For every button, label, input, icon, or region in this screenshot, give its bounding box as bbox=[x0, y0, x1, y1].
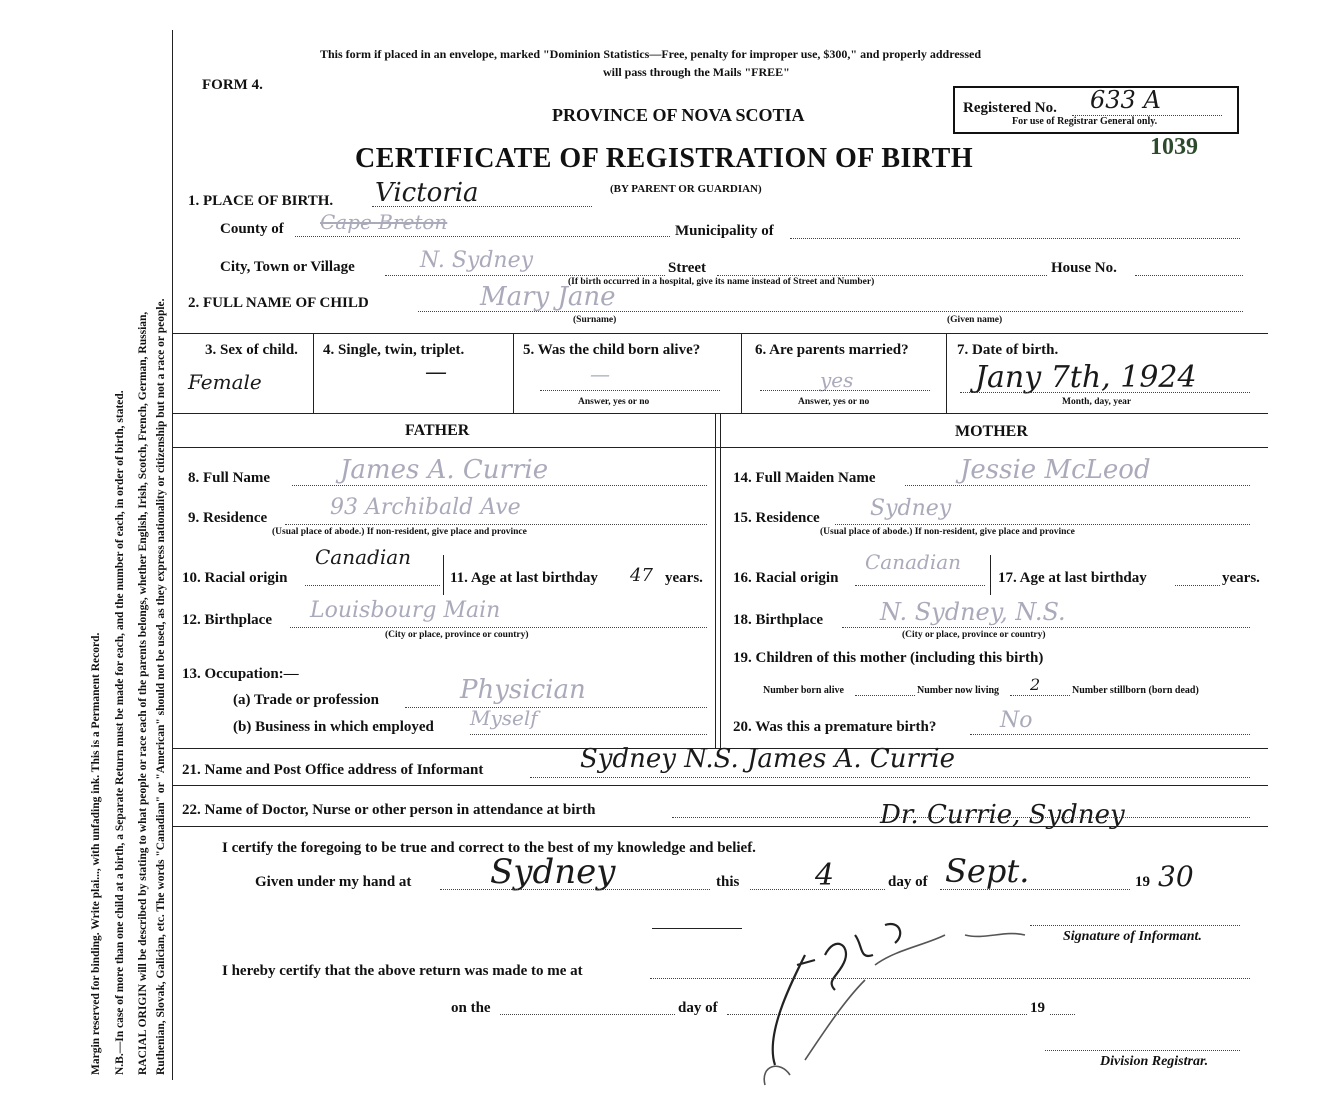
now-living-line bbox=[1010, 695, 1070, 696]
place-of-birth-value: Victoria bbox=[375, 178, 479, 208]
doctor-value: Dr. Currie, Sydney bbox=[880, 800, 1125, 830]
child-name-value: Mary Jane bbox=[480, 282, 616, 312]
plurality-label: 4. Single, twin, triplet. bbox=[323, 342, 465, 358]
informant-line bbox=[530, 777, 1250, 778]
dob-line bbox=[960, 392, 1250, 393]
parents-divider-a bbox=[715, 413, 716, 748]
now-living-label: Number now living bbox=[917, 685, 1000, 696]
row3-divider-3 bbox=[741, 333, 742, 413]
mother-residence-value: Sydney bbox=[870, 496, 952, 521]
father-name-value: James A. Currie bbox=[340, 455, 549, 485]
premature-value: No bbox=[1000, 708, 1033, 733]
father-age-divider bbox=[443, 555, 444, 595]
born-alive-count-line bbox=[855, 695, 915, 696]
married-value: yes bbox=[820, 368, 854, 392]
father-residence-label: 9. Residence bbox=[188, 510, 268, 526]
father-residence-line bbox=[285, 524, 707, 525]
place-of-birth-label: 1. PLACE OF BIRTH. bbox=[188, 193, 334, 209]
city-line bbox=[385, 275, 665, 276]
dob-label: 7. Date of birth. bbox=[957, 342, 1059, 358]
county-line bbox=[295, 236, 670, 237]
now-living-value: 2 bbox=[1030, 675, 1041, 694]
married-line bbox=[760, 390, 930, 391]
informant-rule bbox=[173, 785, 1268, 786]
registered-label: Registered No. bbox=[963, 100, 1057, 116]
business-value: Myself bbox=[470, 706, 538, 730]
signature-dash bbox=[652, 928, 742, 929]
father-residence-value: 93 Archibald Ave bbox=[330, 495, 521, 520]
mother-residence-note: (Usual place of abode.) If non-resident, give place and province bbox=[820, 527, 1075, 537]
business-line bbox=[470, 734, 707, 735]
children-label: 19. Children of this mother (including this birth) bbox=[733, 650, 1044, 666]
surname-label: (Surname) bbox=[573, 315, 617, 325]
given-place-line bbox=[440, 889, 710, 890]
father-age-value: 47 bbox=[630, 565, 653, 586]
street-note: (If birth occurred in a hospital, give its name instead of Street and Number) bbox=[568, 277, 875, 287]
margin-note-binding: Margin reserved for binding. Write plai..., with unfading ink. This is a Permanent Record. bbox=[90, 632, 102, 1075]
city-label: City, Town or Village bbox=[220, 259, 355, 275]
born-alive-note: Answer, yes or no bbox=[578, 397, 650, 407]
trade-line bbox=[405, 707, 707, 708]
day-value: 4 bbox=[815, 858, 835, 893]
month-value: Sept. bbox=[945, 852, 1030, 890]
day-line bbox=[750, 889, 885, 890]
father-age-unit: years. bbox=[665, 570, 703, 586]
father-birthplace-note: (City or place, province or country) bbox=[385, 630, 529, 640]
row3-divider-1 bbox=[313, 333, 314, 413]
place-line bbox=[372, 206, 592, 207]
certificate-title: CERTIFICATE OF REGISTRATION OF BIRTH bbox=[355, 143, 974, 174]
year-prefix: 19 bbox=[1135, 874, 1150, 890]
margin-note-racial-1: RACIAL ORIGIN will be described by stating to what people or race each of the parents belongs, whether English, Irish, Scotch, French, German, Russian, bbox=[137, 311, 149, 1075]
house-line bbox=[1135, 275, 1243, 276]
day-of-label: day of bbox=[888, 874, 928, 890]
dob-value: Jany 7th, 1924 bbox=[975, 360, 1197, 395]
day-of2-label: day of bbox=[678, 1000, 718, 1016]
plurality-value: — bbox=[425, 360, 447, 385]
registered-value: 633 A bbox=[1090, 86, 1161, 114]
county-value: Cape Breton bbox=[320, 210, 448, 234]
mother-birthplace-note: (City or place, province or country) bbox=[902, 630, 1046, 640]
street-line bbox=[717, 275, 1047, 276]
margin-note-nb: N.B.—In case of more than one child at a birth, a Separate Return must be made for each, and the number of each, in order of birth, stated. bbox=[114, 390, 126, 1075]
mother-birthplace-value: N. Sydney, N.S. bbox=[880, 598, 1066, 626]
informant-value: Sydney N.S. James A. Currie bbox=[580, 744, 956, 774]
stamp-number: 1039 bbox=[1150, 134, 1198, 160]
registrar-sign-line bbox=[1045, 1050, 1240, 1051]
father-age-label: 11. Age at last birthday bbox=[450, 570, 598, 586]
given-under-label: Given under my hand at bbox=[255, 874, 412, 890]
doctor-label: 22. Name of Doctor, Nurse or other person in attendance at birth bbox=[182, 802, 596, 818]
father-racial-label: 10. Racial origin bbox=[182, 570, 288, 586]
mother-age-line bbox=[1175, 585, 1220, 586]
trade-label: (a) Trade or profession bbox=[233, 692, 379, 708]
this-label: this bbox=[716, 874, 740, 890]
registrar-sign-label: Division Registrar. bbox=[1100, 1054, 1209, 1069]
registrar-note: For use of Registrar General only. bbox=[1012, 116, 1158, 127]
mother-name-line bbox=[905, 485, 1250, 486]
month-line bbox=[940, 889, 1130, 890]
father-name-line bbox=[292, 485, 707, 486]
born-alive-line bbox=[540, 390, 720, 391]
mother-age-label: 17. Age at last birthday bbox=[998, 570, 1147, 586]
mother-heading: MOTHER bbox=[955, 423, 1028, 440]
mother-racial-line bbox=[855, 585, 985, 586]
father-birthplace-line bbox=[290, 627, 707, 628]
municipality-label: Municipality of bbox=[675, 223, 774, 239]
mother-residence-line bbox=[835, 524, 1250, 525]
registrar-signature-scrawl bbox=[735, 895, 1065, 1090]
premature-line bbox=[970, 734, 1250, 735]
certificate-subtitle: (BY PARENT OR GUARDIAN) bbox=[610, 183, 762, 195]
street-label: Street bbox=[668, 260, 707, 276]
mail-notice-2: will pass through the Mails "FREE" bbox=[603, 65, 790, 79]
mother-age-unit: years. bbox=[1222, 570, 1260, 586]
father-birthplace-value: Louisbourg Main bbox=[310, 598, 501, 623]
house-label: House No. bbox=[1051, 260, 1117, 276]
married-note: Answer, yes or no bbox=[798, 397, 870, 407]
sex-label: 3. Sex of child. bbox=[205, 342, 298, 358]
mother-racial-value: Canadian bbox=[865, 550, 962, 574]
father-racial-value: Canadian bbox=[315, 545, 412, 569]
stillborn-label: Number stillborn (born dead) bbox=[1072, 685, 1199, 696]
trade-value: Physician bbox=[460, 675, 586, 705]
city-value: N. Sydney bbox=[420, 248, 534, 273]
premature-label: 20. Was this a premature birth? bbox=[733, 719, 937, 735]
business-label: (b) Business in which employed bbox=[233, 719, 434, 735]
signature-label: Signature of Informant. bbox=[1063, 929, 1202, 944]
mother-birthplace-line bbox=[842, 627, 1250, 628]
father-heading: FATHER bbox=[405, 422, 470, 439]
mother-birthplace-label: 18. Birthplace bbox=[733, 612, 823, 628]
county-label: County of bbox=[220, 221, 284, 237]
father-residence-note: (Usual place of abode.) If non-resident, give place and province bbox=[272, 527, 527, 537]
on-the-label: on the bbox=[451, 1000, 491, 1016]
municipality-line bbox=[790, 238, 1240, 239]
doctor-line bbox=[672, 817, 1250, 818]
mother-racial-label: 16. Racial origin bbox=[733, 570, 839, 586]
born-alive-label: 5. Was the child born alive? bbox=[523, 342, 701, 358]
given-place-value: Sydney bbox=[490, 852, 616, 892]
binding-margin-line bbox=[172, 30, 173, 1080]
child-name-line bbox=[418, 311, 1243, 312]
row3-divider-2 bbox=[513, 333, 514, 413]
given-name-label: (Given name) bbox=[947, 315, 1003, 325]
margin-note-racial-2: Ruthenian, Slovak, Galician, etc. The words "Canadian" or "American" should not be used, as they express nationality or citizenship but not a race or people. bbox=[155, 298, 167, 1075]
occupation-label: 13. Occupation:— bbox=[182, 666, 299, 682]
row3-top-rule bbox=[173, 333, 1268, 334]
row3-divider-4 bbox=[946, 333, 947, 413]
year-value: 30 bbox=[1158, 860, 1194, 893]
registrar-certify-text: I hereby certify that the above return was made to me at bbox=[222, 963, 583, 979]
mother-age-divider bbox=[990, 555, 991, 595]
mother-name-value: Jessie McLeod bbox=[960, 455, 1151, 485]
on-the-line bbox=[500, 1014, 675, 1015]
mother-residence-label: 15. Residence bbox=[733, 510, 820, 526]
parents-divider-b bbox=[720, 413, 721, 748]
mail-notice-1: This form if placed in an envelope, marked "Dominion Statistics—Free, penalty for improper use, $300," and properly addressed bbox=[320, 47, 982, 61]
certify-text: I certify the foregoing to be true and correct to the best of my knowledge and belief. bbox=[222, 840, 756, 856]
year2-prefix: 19 bbox=[1030, 1000, 1045, 1016]
father-name-label: 8. Full Name bbox=[188, 470, 271, 486]
born-alive-value: — bbox=[590, 362, 610, 386]
dob-note: Month, day, year bbox=[1062, 397, 1132, 407]
mother-name-label: 14. Full Maiden Name bbox=[733, 470, 876, 486]
doctor-rule bbox=[173, 826, 1268, 827]
province-title: PROVINCE OF NOVA SCOTIA bbox=[552, 105, 805, 125]
form-number: FORM 4. bbox=[202, 77, 263, 93]
born-alive-count-label: Number born alive bbox=[763, 685, 844, 696]
informant-label: 21. Name and Post Office address of Informant bbox=[182, 762, 484, 778]
married-label: 6. Are parents married? bbox=[755, 342, 909, 358]
father-birthplace-label: 12. Birthplace bbox=[182, 612, 272, 628]
sex-value: Female bbox=[188, 370, 262, 394]
child-name-label: 2. FULL NAME OF CHILD bbox=[188, 295, 369, 311]
father-racial-line bbox=[305, 585, 440, 586]
